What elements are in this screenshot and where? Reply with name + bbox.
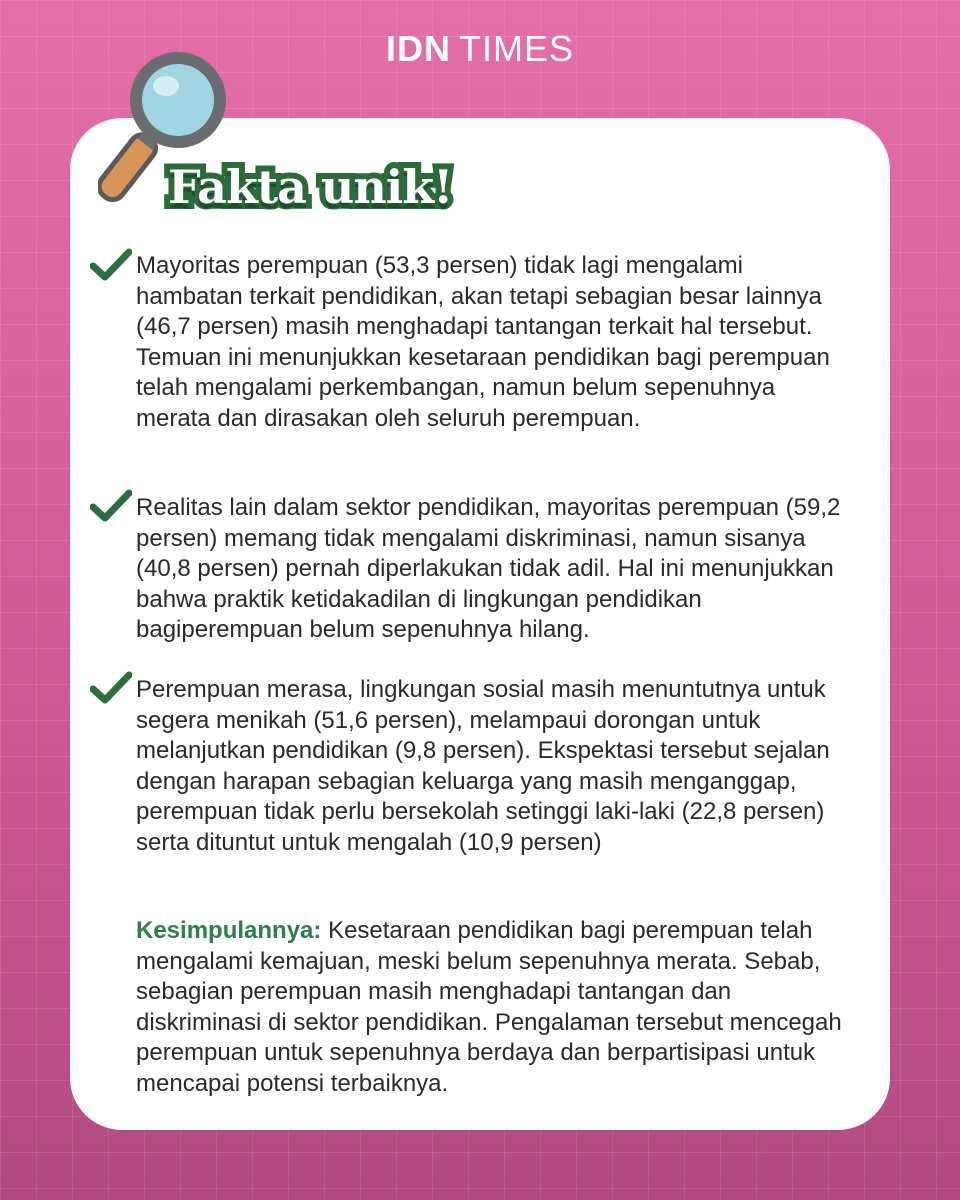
fact-2-text: Realitas lain dalam sektor pendidikan, mayoritas perempuan (59,2 persen) memang tidak mengalami diskriminasi, namun sisanya (40,8 persen) pernah diperlakukan tidak adil. Hal ini menunjukkan bahwa praktik ketidakadilan di lingkungan pendidikan bagiperempuan belum sepenuhnya hilang. (136, 494, 841, 643)
fact-3-text: Perempuan merasa, lingkungan sosial masih menuntutnya untuk segera menikah (51,6 persen), melampaui dorongan untuk melanjutkan pendidikan (9,8 persen). Ekspektasi tersebut sejalan dengan harapan sebagian keluarga yang masih menganggap, perempuan tidak perlu bersekolah setinggi laki-laki (22,8 persen) serta dituntut untuk mengalah (10,9 persen) (136, 676, 830, 856)
conclusion-text: Kesetaraan pendidikan bagi perempuan telah mengalami kemajuan, meski belum sepenuhnya merata. Sebab, sebagian perempuan masih menghadapi tantangan dan diskriminasi di sektor pendidikan. Pengalaman tersebut mencegah perempuan untuk sepenuhnya berdaya dan berpartisipasi untuk mencapai potensi terbaiknya. (136, 917, 842, 1097)
fact-1-text: Mayoritas perempuan (53,3 persen) tidak lagi mengalami hambatan terkait pendidikan, akan tetapi sebagian besar lainnya (46,7 persen) masih menghadapi tantangan terkait hal tersebut. Temuan ini menunjukkan kesetaraan pendidikan bagi perempuan telah mengalami perkembangan, namun belum sepenuhnya merata dan dirasakan oleh seluruh perempuan. (136, 252, 830, 432)
conclusion (136, 916, 856, 1099)
conclusion-label: Kesimpulannya: (136, 917, 322, 944)
check-icon (90, 670, 132, 706)
headline: Fakta unik! (168, 160, 453, 214)
brand-part-1: IDN (385, 28, 451, 69)
brand-part-2: TIMES (458, 28, 574, 69)
check-icon (90, 247, 132, 283)
check-icon (90, 488, 132, 524)
